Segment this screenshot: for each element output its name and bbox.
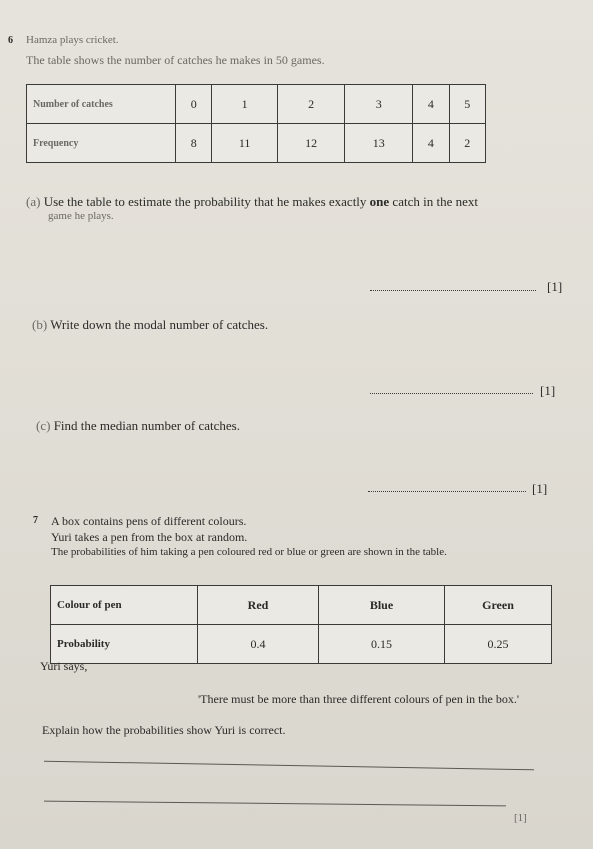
- part-a-text-bold: one: [369, 194, 390, 209]
- part-c-label: (c): [36, 418, 51, 433]
- probability-cell-blue: 0.15: [319, 625, 445, 664]
- question-7-line1: A box contains pens of different colours.: [51, 514, 247, 528]
- part-b-label: (b): [32, 317, 48, 332]
- frequency-cell: 11: [212, 124, 277, 163]
- catches-cell: 4: [413, 85, 449, 124]
- part-a-mark: [1]: [547, 279, 563, 294]
- part-a-text: [26, 194, 478, 210]
- catches-cell: 2: [277, 85, 345, 124]
- part-b-mark: [1]: [540, 383, 556, 398]
- explanation-line-1[interactable]: [44, 761, 534, 771]
- colour-cell-red: Red: [198, 586, 319, 625]
- pen-probability-table: [50, 585, 552, 664]
- probability-cell-red: 0.4: [198, 625, 319, 664]
- frequency-cell: 2: [449, 124, 485, 163]
- catches-cell: 3: [345, 85, 413, 124]
- catches-row-label: Number of catches: [27, 85, 176, 124]
- question-7-number: 7: [33, 515, 38, 526]
- probability-cell-green: 0.25: [445, 625, 552, 664]
- question-7-line3: The probabilities of him taking a pen coloured red or blue or green are shown in the table.: [51, 546, 447, 558]
- question-7-mark: [1]: [514, 812, 527, 824]
- catches-cell: 5: [449, 85, 485, 124]
- frequency-row-label: Frequency: [27, 124, 176, 163]
- part-c-answer-line[interactable]: [368, 491, 526, 492]
- part-b-text: [32, 317, 268, 333]
- catches-cell: 1: [212, 85, 277, 124]
- part-a-text-post: catch in the next: [389, 194, 478, 209]
- part-b-question: Write down the modal number of catches.: [50, 317, 269, 332]
- question-6-number: 6: [8, 35, 13, 46]
- frequency-cell: 8: [176, 124, 212, 163]
- yuri-says: Yuri says,: [40, 659, 88, 673]
- part-a-label: (a): [26, 194, 41, 209]
- part-c-mark: [1]: [532, 481, 548, 496]
- colour-cell-green: Green: [445, 586, 552, 625]
- frequency-cell: 12: [277, 124, 345, 163]
- part-a-answer-line[interactable]: [370, 290, 536, 291]
- part-b-answer-line[interactable]: [370, 393, 533, 394]
- colour-header-label: Colour of pen: [51, 586, 198, 625]
- catches-table: [26, 84, 486, 163]
- probability-row-label: Probability: [51, 625, 198, 664]
- part-a-text-line2: game he plays.: [48, 210, 114, 222]
- catches-cell: 0: [176, 85, 212, 124]
- frequency-cell: 4: [413, 124, 449, 163]
- explain-instruction: Explain how the probabilities show Yuri is correct.: [42, 723, 286, 737]
- part-c-question: Find the median number of catches.: [53, 418, 240, 433]
- frequency-cell: 13: [345, 124, 413, 163]
- explanation-line-2[interactable]: [44, 801, 506, 807]
- question-6-intro: Hamza plays cricket.: [26, 34, 119, 46]
- question-6-description: The table shows the number of catches he makes in 50 games.: [26, 53, 325, 67]
- yuri-quote: 'There must be more than three different colours of pen in the box.': [198, 692, 519, 706]
- part-c-text: [36, 418, 240, 434]
- colour-cell-blue: Blue: [319, 586, 445, 625]
- part-a-text-pre: Use the table to estimate the probability that he makes exactly: [43, 194, 370, 209]
- question-7-line2: Yuri takes a pen from the box at random.: [51, 530, 248, 544]
